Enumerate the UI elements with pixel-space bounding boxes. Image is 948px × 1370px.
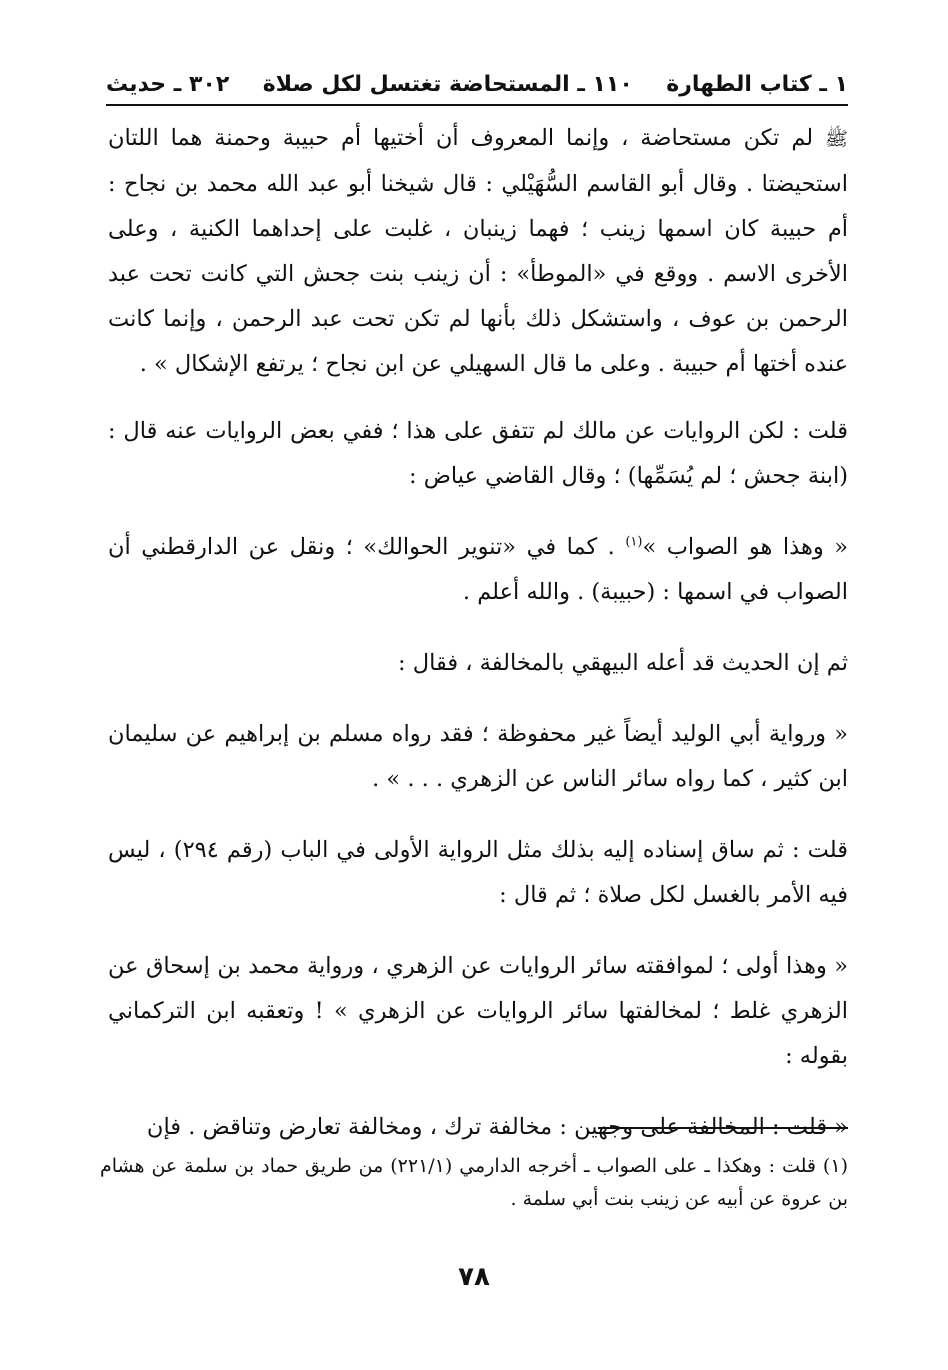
paragraph-8: « قلت : المخالفة على وجهين : مخالفة ترك ، ومخالفة تعارض وتناقض . فإن: [146, 1114, 848, 1140]
paragraph-3-text: . كما في «تنوير الحوالك» ؛ ونقل عن الدارقطني أن الصواب في اسمها : (حبيبة) . والله أعلم .: [108, 534, 848, 605]
paragraph-6: قلت : ثم ساق إسناده إليه بذلك مثل الرواية الأولى في الباب (رقم ٢٩٤) ، ليس فيه الأمر بالغسل لكل صلاة ؛ ثم قال :: [108, 837, 848, 908]
paragraph-3: [108, 525, 848, 615]
footnote-rule: [598, 1127, 848, 1129]
running-header: [106, 64, 848, 104]
header-hadith-number: ٣٠٢ ـ حديث: [106, 71, 230, 97]
footnote-reference: (١): [625, 534, 643, 550]
header-rule: [106, 104, 848, 106]
footnote: (١) قلت : وهكذا ـ على الصواب ـ أخرجه الدارمي (٢٢١/١) من طريق حماد بن سلمة عن هشام بن عروة عن أبيه عن زينب بنت أبي سلمة .: [100, 1155, 848, 1210]
page-number: ٧٨: [458, 1262, 490, 1292]
paragraph-3-quote: « وهذا هو الصواب »: [642, 534, 848, 560]
paragraph-1-text: لم تكن مستحاضة ، وإنما المعروف أن أختيها أم حبيبة وحمنة هما اللتان استحيضتا . وقال أبو القاسم السُّهَيْلي : قال شيخنا أبو عبد الله محمد بن نجاح : أم حبيبة كان اسمها زينب ؛ فهما زينبان ، غلبت على إحداهما الكنية ، وعلى الأخرى الاسم . ووقع في «الموطأ» : أن زينب بنت جحش التي كانت تحت عبد الرحمن بن عوف ، واستشكل ذلك بأنها لم تكن تحت عبد الرحمن ، وإنما كانت عنده أختها أم حبيبة . وعلى ما قال السهيلي عن ابن نجاح ؛ يرتفع الإشكال » .: [108, 125, 848, 377]
header-chapter-title: ١١٠ ـ المستحاضة تغتسل لكل صلاة: [262, 71, 633, 97]
paragraph-7: « وهذا أولى ؛ لموافقته سائر الروايات عن الزهري ، ورواية محمد بن إسحاق عن الزهري غلط ؛ لمخالفتها سائر الروايات عن الزهري » ! وتعقبه ابن التركماني بقوله :: [108, 953, 848, 1069]
paragraph-1: [108, 116, 848, 387]
paragraph-4: ثم إن الحديث قد أعله البيهقي بالمخالفة ، فقال :: [398, 650, 848, 676]
main-text: [108, 116, 848, 1150]
paragraph-2: قلت : لكن الروايات عن مالك لم تتفق على هذا ؛ ففي بعض الروايات عنه قال : (ابنة جحش ؛ لم يُسَمِّها) ؛ وقال القاضي عياض :: [108, 418, 848, 489]
paragraph-5: « ورواية أبي الوليد أيضاً غير محفوظة ؛ فقد رواه مسلم بن إبراهيم عن سليمان ابن كثير ، كما رواه سائر الناس عن الزهري . . . » .: [108, 721, 848, 792]
header-book-title: ١ ـ كتاب الطهارة: [666, 71, 848, 97]
honorific-glyph: ﷺ: [825, 128, 848, 150]
